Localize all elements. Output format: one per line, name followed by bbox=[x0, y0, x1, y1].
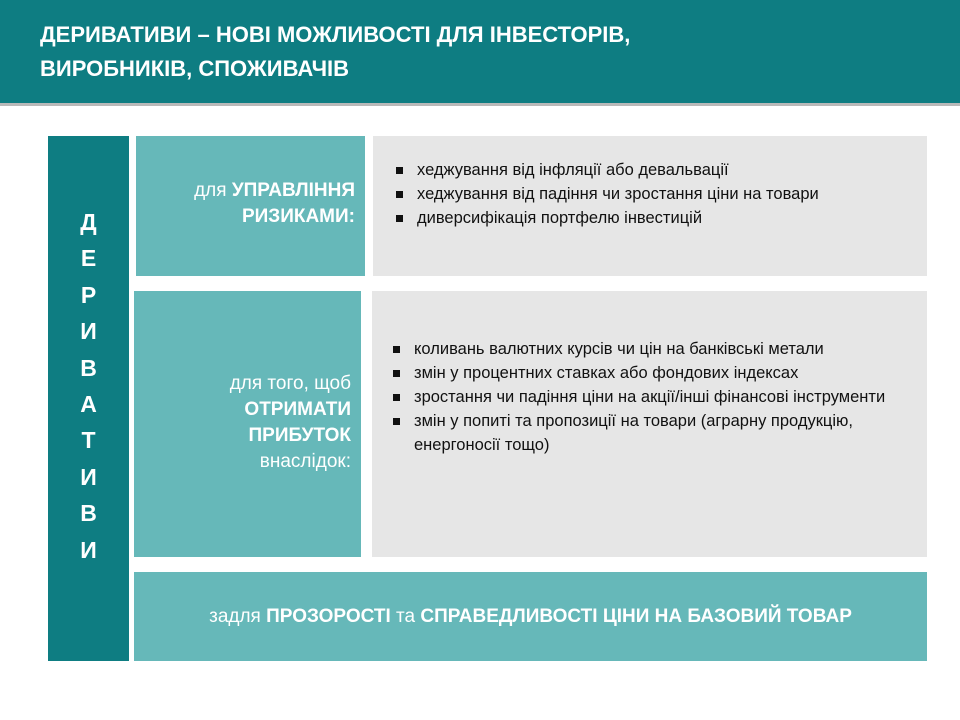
vertical-letter: И bbox=[80, 318, 97, 345]
list-item bbox=[382, 409, 915, 457]
profit-label-line-1: для того, щоб bbox=[229, 373, 351, 394]
vertical-letter: Т bbox=[81, 427, 96, 454]
list-item bbox=[382, 337, 915, 361]
vertical-letter: В bbox=[80, 354, 97, 381]
square-bullet-icon bbox=[393, 346, 400, 353]
profit-label bbox=[134, 291, 361, 557]
slide-title bbox=[40, 18, 920, 86]
vertical-letter: Р bbox=[80, 281, 97, 308]
price-transparency-bar bbox=[134, 572, 927, 661]
list-item-text: зростання чи падіння ціни на акції/інші фінансові інструменти bbox=[414, 388, 886, 406]
profit-label-line-4: внаслідок: bbox=[259, 451, 351, 472]
vertical-letter: А bbox=[80, 390, 97, 417]
vertical-letter: Д bbox=[80, 209, 97, 235]
list-item bbox=[385, 182, 909, 206]
profit-label-bold-2: ПРИБУТОК bbox=[248, 425, 351, 446]
vertical-letter: И bbox=[80, 463, 97, 490]
list-item-text: змін у попиті та пропозиції на товари (аграрну продукцію, енергоносії тощо) bbox=[414, 412, 854, 454]
square-bullet-icon bbox=[396, 191, 403, 198]
transparency-middle: та bbox=[390, 605, 421, 627]
list-item bbox=[385, 158, 909, 182]
vertical-derivatives-bar bbox=[48, 136, 129, 661]
vertical-letter: В bbox=[80, 500, 97, 527]
vertical-letter: Е bbox=[80, 245, 97, 272]
list-item-text: хеджування від падіння чи зростання ціни на товари bbox=[417, 185, 819, 203]
transparency-text bbox=[209, 606, 852, 628]
title-line-2: ВИРОБНИКІВ, СПОЖИВАЧІВ bbox=[40, 56, 350, 81]
list-item-text: коливань валютних курсів чи цін на банківські метали bbox=[414, 340, 824, 358]
list-item-text: диверсифікація портфелю інвестицій bbox=[417, 209, 703, 227]
list-item bbox=[385, 206, 909, 230]
square-bullet-icon bbox=[393, 394, 400, 401]
vertical-letter: И bbox=[80, 536, 97, 563]
profit-label-bold-1: ОТРИМАТИ bbox=[244, 399, 351, 420]
square-bullet-icon bbox=[393, 370, 400, 377]
risk-label-bold-1: УПРАВЛІННЯ bbox=[231, 180, 355, 201]
slide-header bbox=[0, 0, 960, 106]
list-item-text: змін у процентних ставках або фондових індексах bbox=[414, 364, 799, 382]
transparency-bold-2: СПРАВЕДЛИВОСТІ ЦІНИ НА БАЗОВИЙ ТОВАР bbox=[420, 605, 852, 627]
risk-label-bold-2: РИЗИКАМИ: bbox=[241, 206, 355, 227]
transparency-bold-1: ПРОЗОРОСТІ bbox=[266, 605, 391, 627]
square-bullet-icon bbox=[396, 167, 403, 174]
vertical-word bbox=[48, 204, 129, 568]
list-item-text: хеджування від інфляції або девальвації bbox=[417, 161, 729, 179]
risk-management-label bbox=[136, 136, 365, 276]
risk-management-list bbox=[373, 136, 927, 276]
square-bullet-icon bbox=[396, 215, 403, 222]
list-item bbox=[382, 361, 915, 385]
profit-list bbox=[372, 291, 927, 557]
transparency-prefix: задля bbox=[209, 605, 267, 627]
square-bullet-icon bbox=[393, 418, 400, 425]
title-line-1: ДЕРИВАТИВИ – НОВІ МОЖЛИВОСТІ ДЛЯ ІНВЕСТОРІВ, bbox=[40, 22, 631, 47]
list-item bbox=[382, 385, 915, 409]
risk-label-prefix: для bbox=[194, 180, 232, 201]
